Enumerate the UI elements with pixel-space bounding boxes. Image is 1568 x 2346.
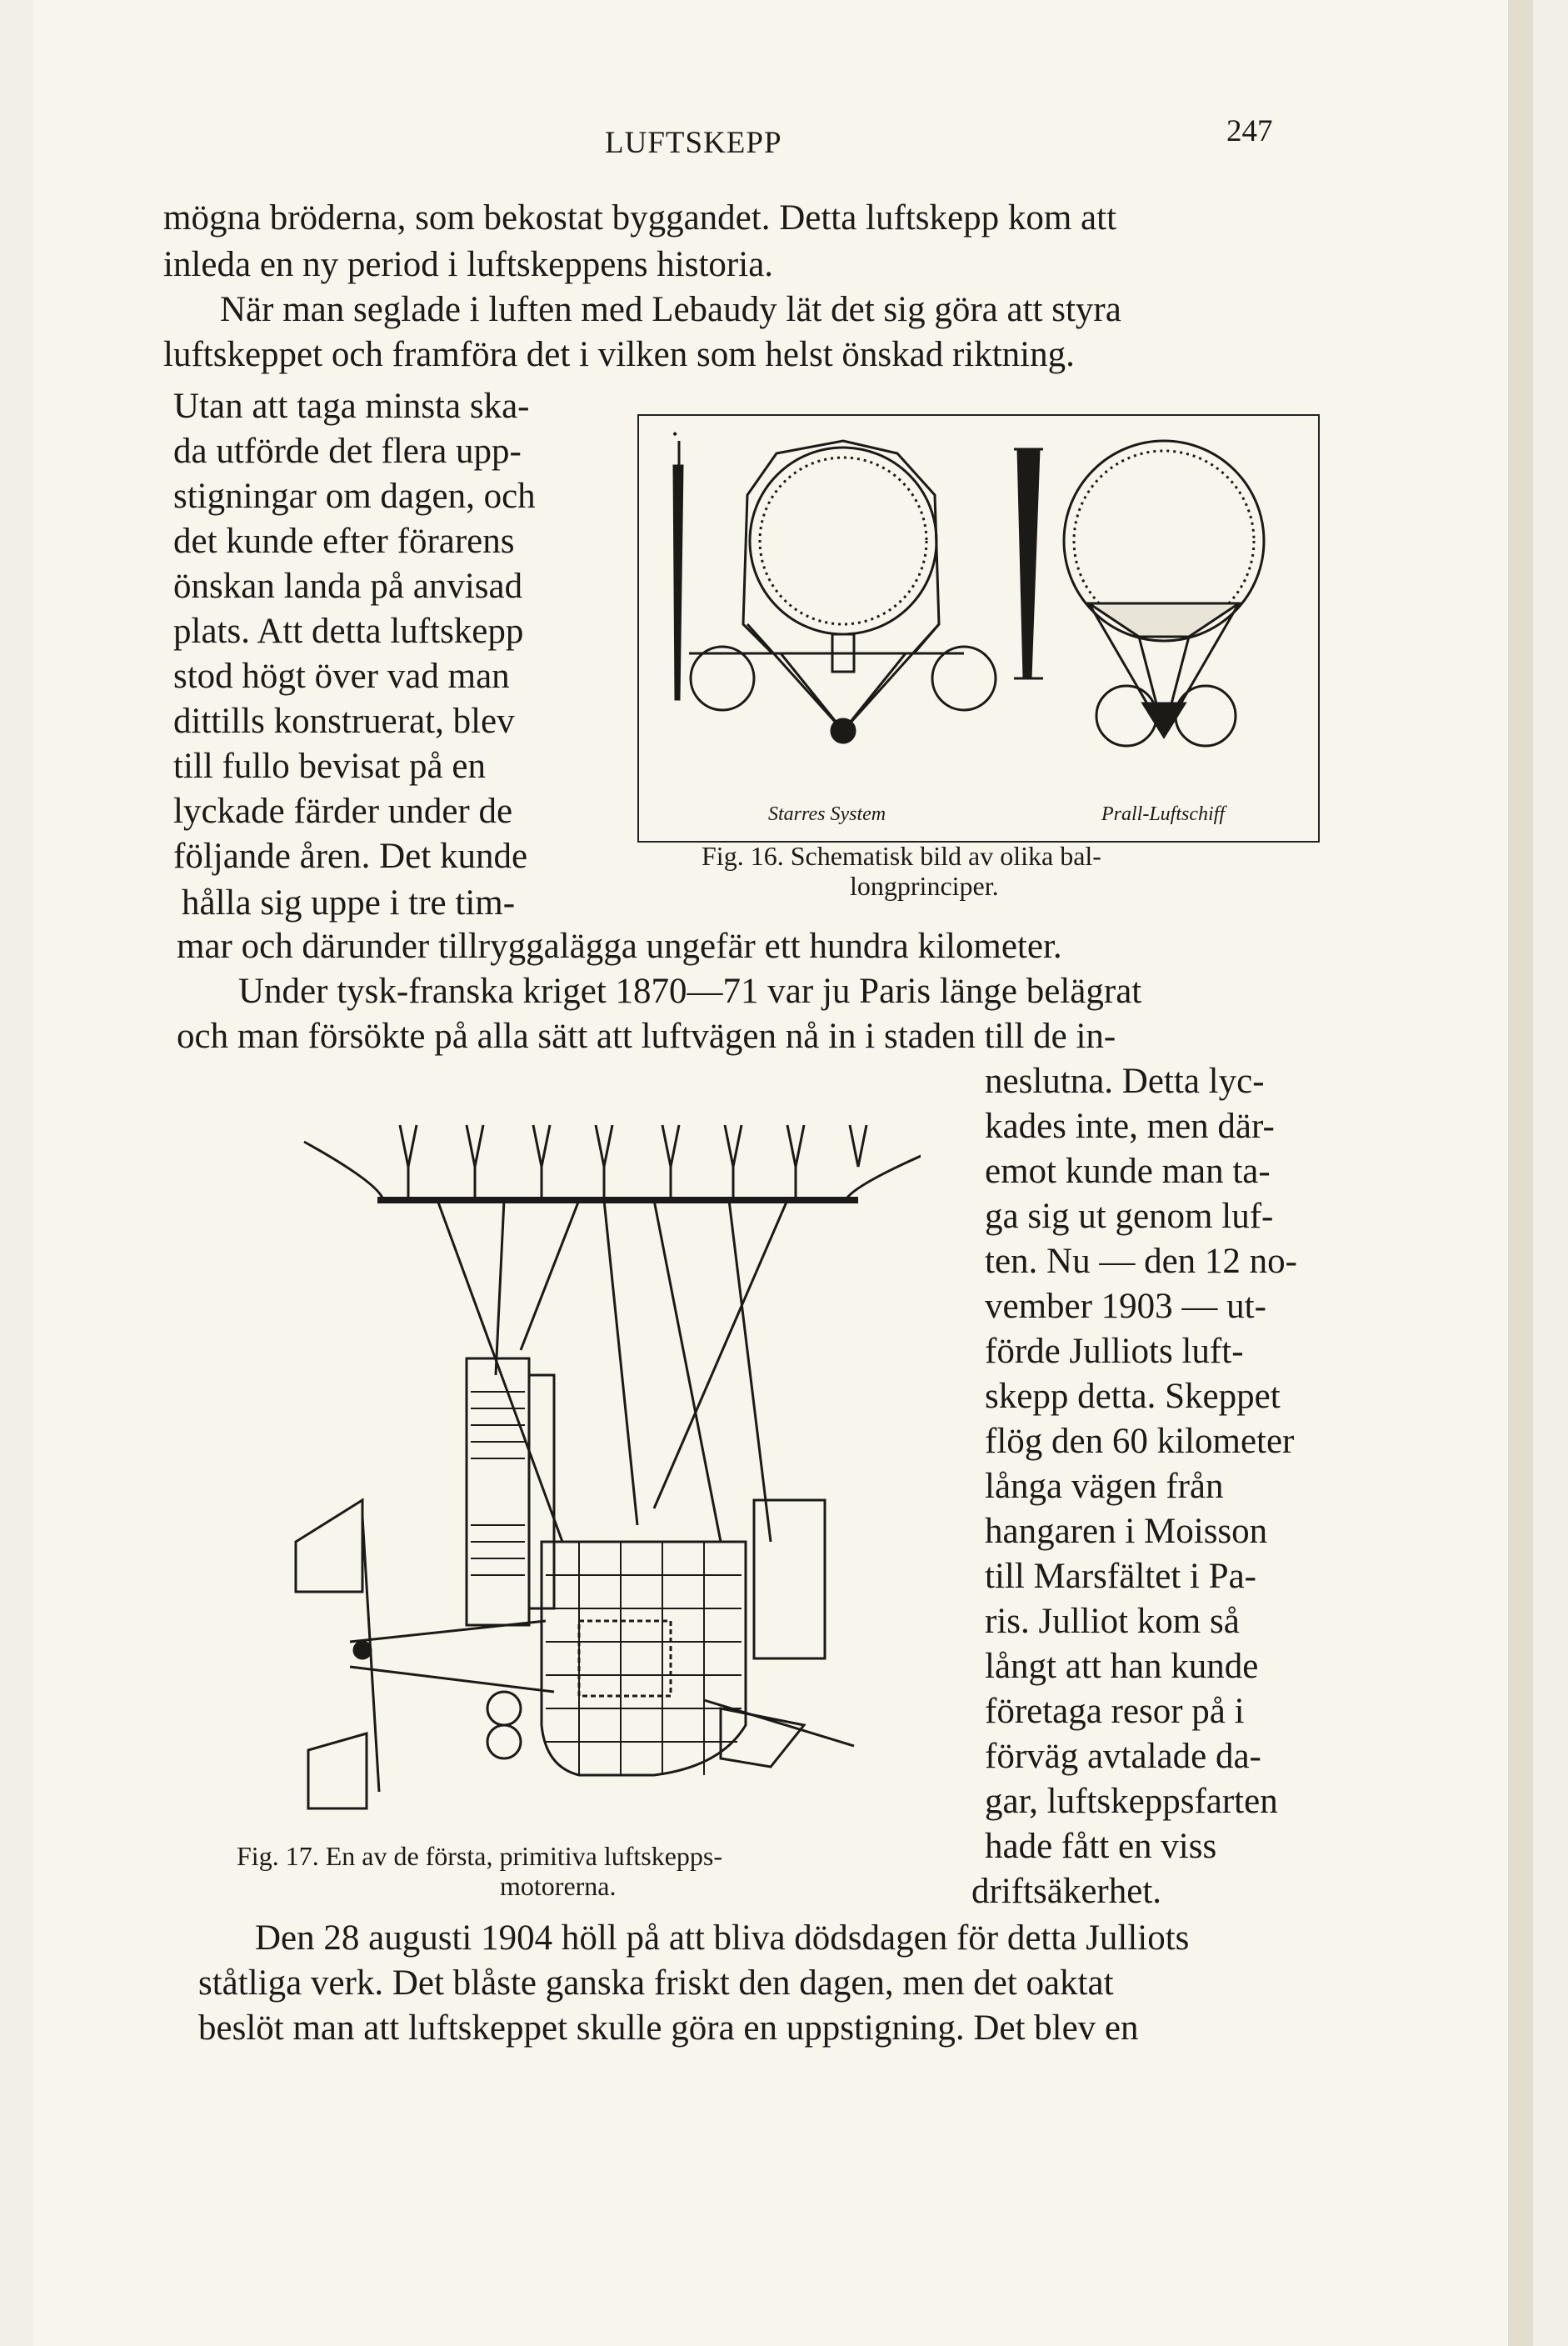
text-line: mögna bröderna, som bekostat byggandet. Detta luftskepp kom att xyxy=(163,198,1117,238)
text-line: och man försökte på alla sätt att luftvägen nå in i staden till de in- xyxy=(177,1017,1116,1056)
text-line: plats. Att detta luftskepp xyxy=(173,612,524,651)
text-line: dittills konstruerat, blev xyxy=(173,702,515,741)
fig16-caption-cont: longprinciper. xyxy=(850,871,999,901)
text-line: önskan landa på anvisad xyxy=(173,567,523,606)
text-line: luftskeppet och framföra det i vilken som helst önskad riktning. xyxy=(163,335,1075,374)
text-line: inleda en ny period i luftskeppens historia. xyxy=(163,245,774,284)
text-line: förväg avtalade da- xyxy=(985,1737,1261,1776)
figure-17 xyxy=(187,1075,921,1825)
text-line: företaga resor på i xyxy=(985,1692,1245,1731)
fig16-label-right: Prall-Luftschiff xyxy=(1101,803,1226,825)
text-line: beslöt man att luftskeppet skulle göra en uppstigning. Det blev en xyxy=(198,2008,1139,2048)
text-line: följande åren. Det kunde xyxy=(173,837,528,876)
text-line: emot kunde man ta- xyxy=(985,1152,1271,1191)
text-line: ståtliga verk. Det blåste ganska friskt den dagen, men det oaktat xyxy=(198,1963,1114,2003)
text-line: långt att han kunde xyxy=(985,1647,1259,1686)
fig16-caption: Fig. 16. Schematisk bild av olika bal- xyxy=(702,841,1101,871)
text-line: långa vägen från xyxy=(985,1467,1224,1506)
fig16-label-left: Starres System xyxy=(768,803,886,825)
page-edge xyxy=(1508,0,1533,2346)
text-line: skepp detta. Skeppet xyxy=(985,1377,1281,1416)
text-line: hangaren i Moisson xyxy=(985,1512,1268,1551)
text-line: ten. Nu — den 12 no- xyxy=(985,1242,1297,1281)
text-line: Utan att taga minsta ska- xyxy=(173,387,530,426)
running-head: LUFTSKEPP xyxy=(605,126,782,160)
balloon-principles-drawing xyxy=(639,416,1318,841)
text-line: förde Julliots luft- xyxy=(985,1332,1244,1371)
airship-engine-drawing xyxy=(187,1075,921,1825)
figure-16 xyxy=(637,414,1320,843)
text-line: När man seglade i luften med Lebaudy lät det sig göra att styra xyxy=(220,290,1121,329)
text-line: driftsäkerhet. xyxy=(971,1872,1162,1911)
text-line: hålla sig uppe i tre tim- xyxy=(182,883,516,923)
page-number: 247 xyxy=(1226,114,1273,148)
text-line: da utförde det flera upp- xyxy=(173,432,522,471)
text-line: stod högt över vad man xyxy=(173,657,510,696)
fig17-caption-cont: motorerna. xyxy=(500,1871,617,1901)
text-line: vember 1903 — ut- xyxy=(985,1287,1266,1326)
fig17-caption: Fig. 17. En av de första, primitiva luftskepps- xyxy=(237,1841,723,1871)
text-line: mar och därunder tillryggalägga ungefär ett hundra kilometer. xyxy=(177,927,1062,966)
text-line: flög den 60 kilometer xyxy=(985,1422,1295,1461)
text-line: ris. Julliot kom så xyxy=(985,1602,1240,1641)
text-line: lyckade färder under de xyxy=(173,792,513,831)
figure-marker: • xyxy=(672,426,678,443)
text-line: ga sig ut genom luf- xyxy=(985,1197,1274,1236)
text-line: till fullo bevisat på en xyxy=(173,747,486,786)
text-line: Under tysk-franska kriget 1870—71 var ju Paris länge belägrat xyxy=(238,972,1142,1011)
text-line: till Marsfältet i Pa- xyxy=(985,1557,1257,1596)
text-line: gar, luftskeppsfarten xyxy=(985,1782,1278,1821)
text-line: kades inte, men där- xyxy=(985,1107,1275,1146)
text-line: det kunde efter förarens xyxy=(173,522,515,561)
text-line: Den 28 augusti 1904 höll på att bliva dödsdagen för detta Julliots xyxy=(255,1918,1190,1958)
text-line: neslutna. Detta lyc- xyxy=(985,1062,1265,1101)
text-line: stigningar om dagen, och xyxy=(173,477,536,516)
text-line: hade fått en viss xyxy=(985,1827,1217,1866)
